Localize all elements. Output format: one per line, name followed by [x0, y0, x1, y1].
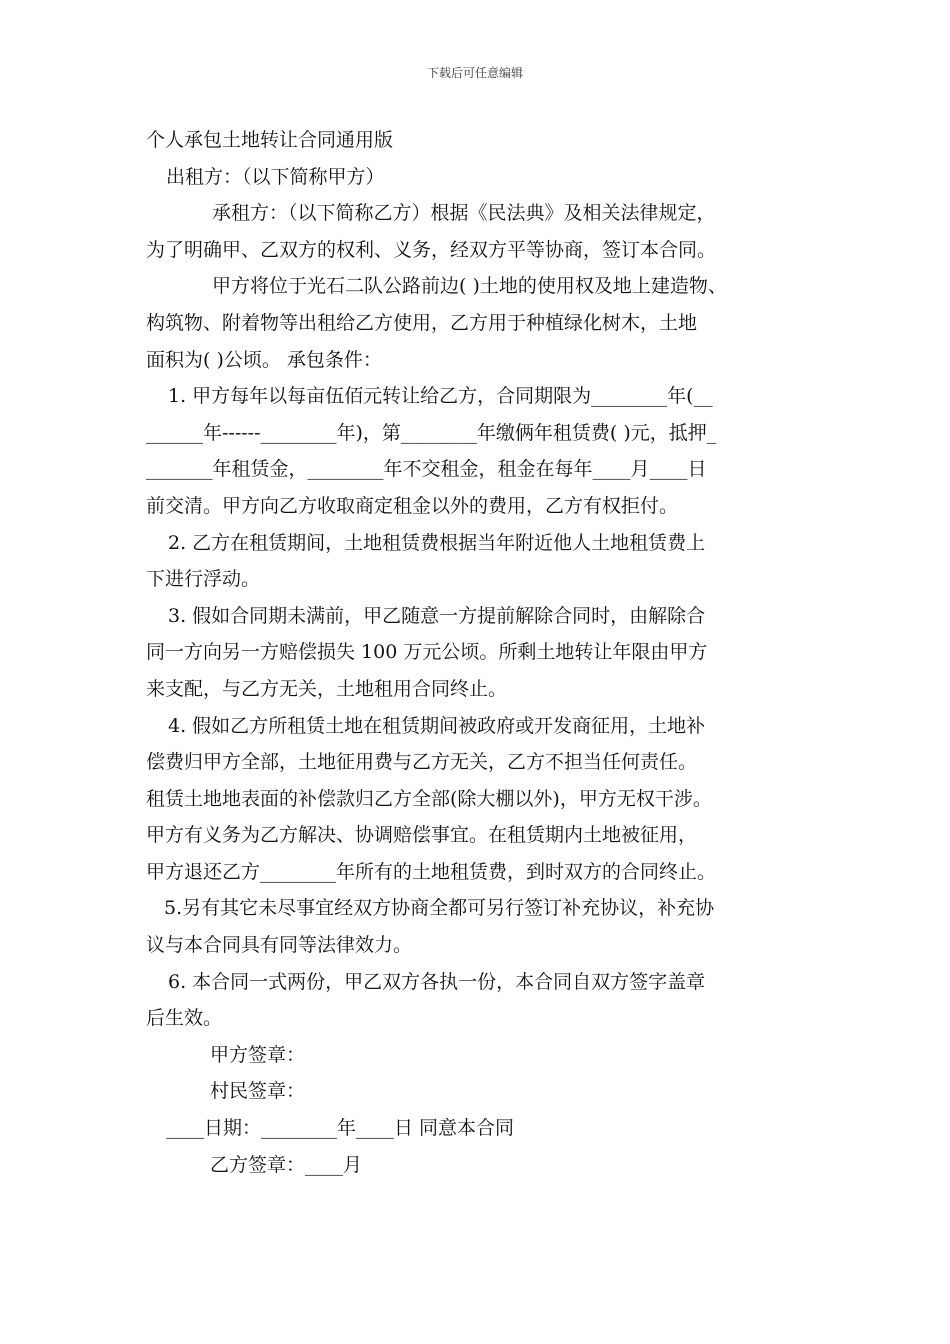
- clause-line: _______年租赁金，________年不交租金，租金在每年____月____日: [146, 458, 707, 481]
- clause-line: 甲方退还乙方________年所有的土地租赁费，到时双方的合同终止。: [146, 860, 717, 883]
- clause-line: 后生效。: [146, 1007, 223, 1030]
- clause-line: 6. 本合同一式两份，甲乙双方各执一份，本合同自双方签字盖章: [168, 970, 706, 993]
- paragraph-line: 构筑物、附着物等出租给乙方使用，乙方用于种植绿化树木，土地: [146, 311, 698, 334]
- paragraph-line: 出租方：（以下简称甲方）: [166, 165, 385, 188]
- contract-body: [146, 122, 836, 1183]
- page-header: 下载后可任意编辑: [426, 66, 523, 80]
- paragraph-line: 为了明确甲、乙双方的权利、义务，经双方平等协商，签订本合同。: [146, 238, 717, 261]
- clause-line: 2. 乙方在租赁期间，土地租赁费根据当年附近他人土地租赁费上: [168, 531, 706, 554]
- paragraph-line: 面积为( )公顷。 承包条件：: [146, 348, 382, 371]
- clause-line: 甲方有义务为乙方解决、协调赔偿事宜。在租赁期内土地被征用，: [146, 824, 698, 847]
- signature-party-b: 乙方签章：____月: [210, 1153, 363, 1176]
- clause-line: 下进行浮动。: [146, 568, 261, 591]
- clause-line: 同一方向另一方赔偿损失 100 万元公顷。所剩土地转让年限由甲方: [146, 641, 708, 664]
- paragraph-line: 承租方：（以下简称乙方）根据《民法典》及相关法律规定，: [212, 202, 716, 225]
- clause-line: 偿费归甲方全部，土地征用费与乙方无关，乙方不担当任何责任。: [146, 751, 698, 774]
- contract-title: 个人承包土地转让合同通用版: [146, 129, 394, 151]
- clause-line: ______年------________年)，第________年缴俩年租赁费( )元，抵押_: [146, 421, 717, 444]
- clause-line: 议与本合同具有同等法律效力。: [146, 934, 413, 957]
- clause-line: 租赁土地地表面的补偿款归乙方全部(除大棚以外)，甲方无权干涉。: [146, 787, 712, 810]
- clause-line: 前交清。甲方向乙方收取商定租金以外的费用，乙方有权拒付。: [146, 494, 679, 517]
- clause-line: 3. 假如合同期未满前，甲乙随意一方提前解除合同时，由解除合: [168, 604, 706, 627]
- clause-line: 4. 假如乙方所租赁土地在租赁期间被政府或开发商征用，土地补: [168, 714, 706, 737]
- clause-line: 5.另有其它未尽事宜经双方协商全都可另行签订补充协议，补充协: [164, 897, 715, 920]
- clause-line: 来支配，与乙方无关，土地租用合同终止。: [146, 677, 508, 700]
- clause-line: 1. 甲方每年以每亩伍佰元转让给乙方，合同期限为________年(__: [168, 385, 713, 408]
- paragraph-line: 甲方将位于光石二队公路前边( )土地的使用权及地上建造物、: [212, 275, 727, 298]
- signature-date-line: ____日期：________年____日 同意本合同: [166, 1117, 515, 1140]
- signature-party-a: 甲方签章：: [210, 1043, 306, 1066]
- signature-villager: 村民签章：: [210, 1080, 306, 1103]
